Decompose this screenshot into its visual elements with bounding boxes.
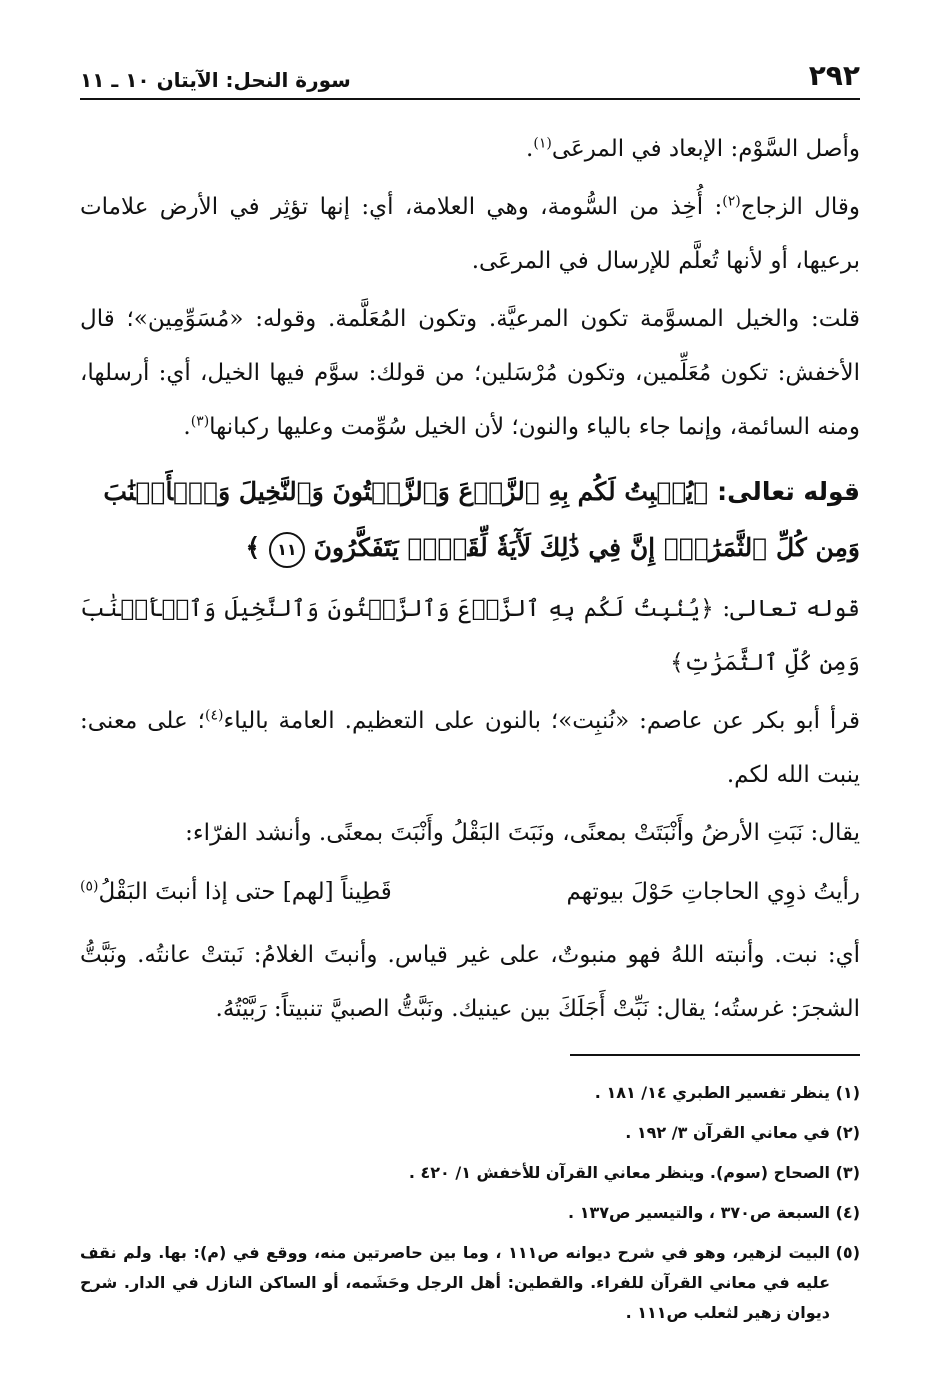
paragraph-text: أي: نبت. وأنبته اللهُ فهو منبوتٌ، على غير قياس. وأنبتَ الغلامُ: نَبتتْ عانتُه. ونَبَّتُّ الشجرَ: غرستُه؛ يقال: نَبِّتْ أَجَلَكَ بين عينيك. ونَبَّتُّ الصبيَّ تنبيتاً: رَبَّيْتُهُ. bbox=[80, 942, 860, 1022]
verse-close-bracket: ﴾ bbox=[245, 533, 261, 562]
paragraph-text: وأصل السَّوْم: الإبعاد في المرعَى bbox=[551, 136, 860, 162]
paragraph bbox=[80, 806, 860, 860]
paragraph-text: . bbox=[183, 414, 191, 440]
footnote-ref[interactable]: (٢) bbox=[722, 193, 741, 210]
paragraph bbox=[80, 122, 860, 176]
footnote-ref[interactable]: (٥) bbox=[80, 878, 99, 895]
paragraph bbox=[80, 180, 860, 288]
paragraph-text: يقال: نَبَتِ الأرضُ وأَنْبَتَتْ بمعنًى، ونَبَتَ البَقْلُ وأَنْبَتَ بمعنًى. وأنشد الفرّاء: bbox=[185, 820, 860, 846]
footnote-text: البيت لزهير، وهو في شرح ديوانه ص١١١ ، وما بين حاصرتين منه، ووقع في (م): بها. ولم نقف عليه في معاني القرآن للفراء. والقطين: أهل الرجل وحَشَمه، أو الساكن النازل في الدار. شرح ديوان زهير لثعلب ص١١١ . bbox=[80, 1243, 831, 1322]
verse-text: ﴿يُنۢبِتُ لَكُم بِهِ ٱلزَّرۡعَ وَٱلزَّيۡتُونَ وَٱلنَّخِيلَ وَٱلۡأَعۡنَٰبَ وَمِن كُلِّ ٱلثَّمَرَٰتِۚ إِنَّ فِي ذَٰلِكَ لَأٓيَةٗ لِّقَوۡمٖ يَتَفَكَّرُونَ bbox=[103, 477, 860, 562]
footnote-number: (٢) bbox=[835, 1123, 860, 1142]
footnote bbox=[80, 1198, 860, 1228]
paragraph-text: وقال الزجاج bbox=[740, 194, 860, 220]
footnote-ref[interactable]: (٤) bbox=[204, 707, 224, 724]
footnote bbox=[80, 1238, 860, 1328]
hemistich-second-wrap bbox=[80, 864, 392, 920]
ayah-number-icon: ١١ bbox=[269, 532, 305, 568]
footnote-ref[interactable]: (١) bbox=[533, 135, 552, 152]
footnote-number: (١) bbox=[835, 1083, 860, 1102]
paragraph bbox=[80, 928, 860, 1036]
footnote-text: ينظر تفسير الطبري ١٤/ ١٨١ . bbox=[594, 1083, 830, 1102]
page-number: ٢٩٢ bbox=[808, 59, 860, 92]
paragraph-text: قرأ أبو بكر عن عاصم: «نُنبِت»؛ بالنون على التعظيم. العامة بالياء bbox=[223, 708, 861, 734]
paragraph bbox=[80, 694, 860, 802]
page bbox=[80, 52, 860, 1338]
footnote bbox=[80, 1078, 860, 1108]
page-header bbox=[80, 52, 860, 100]
body-text bbox=[80, 122, 860, 1036]
footnote bbox=[80, 1158, 860, 1188]
footnote-divider bbox=[570, 1054, 860, 1056]
footnote-text: السبعة ص٣٧٠ ، والتيسير ص١٣٧ . bbox=[568, 1203, 830, 1222]
footnote-number: (٣) bbox=[835, 1163, 860, 1182]
hemistich-second: قَطِيناً [لهم] حتى إذا أنبتَ البَقْلُ bbox=[98, 879, 392, 905]
footnote-number: (٥) bbox=[835, 1243, 860, 1262]
running-title: سورة النحل: الآيتان ١٠ ـ ١١ bbox=[80, 68, 351, 92]
paragraph-text: قلت: والخيل المسوَّمة تكون المرعيَّة. وتكون المُعَلَّمة. وقوله: «مُسَوِّمِين»؛ قال الأخفش: تكون مُعَلِّمين، وتكون مُرْسَلين؛ من قولك: سوَّم فيها الخيل، أي: أرسلها، ومنه السائمة، وإنما جاء بالياء والنون؛ لأن الخيل سُوِّمت وعليها ركبانها bbox=[80, 306, 860, 440]
paragraph bbox=[80, 292, 860, 454]
paragraph bbox=[80, 582, 860, 690]
footnotes bbox=[80, 1078, 860, 1328]
footnote-text: الصحاح (سوم). وينظر معاني القرآن للأخفش ١/ ٤٢٠ . bbox=[408, 1163, 830, 1182]
paragraph-text: : أُخِذ من السُّومة، وهي العلامة، أي: إنها تؤثِر في الأرض علامات برعيها، أو لأنها تُعلَّم للإرسال في المرعَى. bbox=[80, 194, 860, 274]
footnote-ref[interactable]: (٣) bbox=[190, 413, 210, 430]
poetry-verse bbox=[80, 864, 860, 920]
verse-heading bbox=[80, 464, 860, 576]
footnote-text: في معاني القرآن ٣/ ١٩٢ . bbox=[625, 1123, 830, 1142]
footnote-number: (٤) bbox=[835, 1203, 860, 1222]
footnote bbox=[80, 1118, 860, 1148]
hemistich-first: رأيتُ ذوِي الحاجاتِ حَوْلَ بيوتهم bbox=[566, 879, 860, 905]
paragraph-text: ؛ على معنى: ينبت الله لكم. bbox=[80, 708, 860, 788]
paragraph-text: . bbox=[526, 136, 534, 162]
paragraph-text: قوله تعالى: ﴿يُنۢبِتُ لَكُم بِهِ ٱلزَّرۡعَ وَٱلزَّيۡتُونَ وَٱلنَّخِيلَ وَٱلۡأَعۡنَٰبَ وَمِن كُلِّ ٱلثَّمَرَٰتِ﴾ bbox=[80, 596, 860, 676]
verse-lead: قوله تعالى: bbox=[717, 477, 860, 506]
